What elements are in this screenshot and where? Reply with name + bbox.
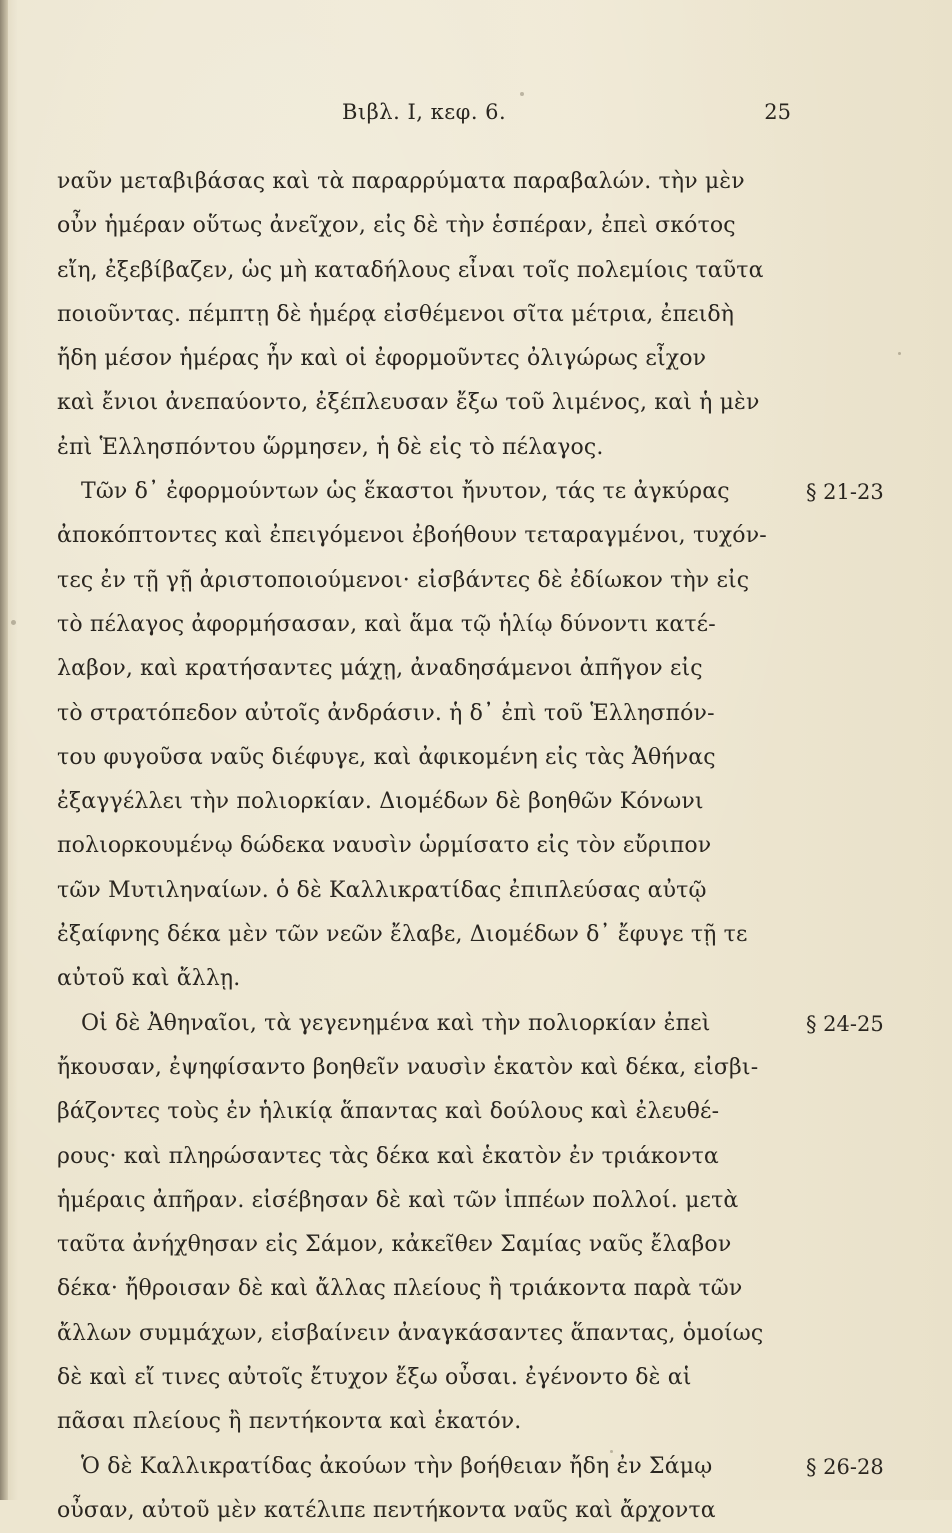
text-line: Τῶν δ᾽ ἐφορμούντων ὡς ἕκαστοι ἤνυτον, τάς τε ἀγκύρας <box>81 479 730 505</box>
text-line: του φυγοῦσα ναῦς διέφυγε, καὶ ἀφικομένη εἰς τὰς Ἀθήνας <box>57 744 716 770</box>
text-line: Οἱ δὲ Ἀθηναῖοι, τὰ γεγενημένα καὶ τὴν πολιορκίαν ἐπεὶ <box>81 1010 711 1036</box>
text-line: ἐξαίφνης δέκα μὲν τῶν νεῶν ἔλαβε, Διομέδων δ᾽ ἔφυγε τῇ τε <box>57 922 748 948</box>
text-line: οὖσαν, αὐτοῦ μὲν κατέλιπε πεντήκοντα ναῦς καὶ ἄρχοντα <box>57 1497 716 1523</box>
section-marker: § 21-23 <box>806 480 884 505</box>
text-line: αὐτοῦ καὶ ἄλλῃ. <box>57 966 241 992</box>
running-head <box>0 100 952 132</box>
text-line: ναῦν μεταβιβάσας καὶ τὰ παραρρύματα παραβαλών. τὴν μὲν <box>57 169 745 194</box>
paper-speck <box>898 352 901 355</box>
body-text <box>57 160 793 1533</box>
text-line: εἴη, ἐξεβίβαζεν, ὡς μὴ καταδήλους εἶναι τοῖς πολεμίοις ταῦτα <box>57 257 764 283</box>
text-line: ἄλλων συμμάχων, εἰσβαίνειν ἀναγκάσαντες ἅπαντας, ὁμοίως <box>57 1320 764 1346</box>
page-number: 25 <box>764 100 791 124</box>
text-line: ἤκουσαν, ἐψηφίσαντο βοηθεῖν ναυσὶν ἑκατὸν καὶ δέκα, εἰσβι- <box>57 1054 759 1080</box>
text-line: δὲ καὶ εἴ τινες αὐτοῖς ἔτυχον ἔξω οὖσαι. ἐγένοντο δὲ αἱ <box>57 1365 692 1391</box>
paper-speck <box>610 1450 613 1453</box>
text-line: λαβον, καὶ κρατήσαντες μάχῃ, ἀναδησάμενοι ἀπῆγον εἰς <box>57 656 703 682</box>
section-marker: § 24-25 <box>806 1011 884 1036</box>
text-line: πολιορκουμένῳ δώδεκα ναυσὶν ὡρμίσατο εἰς τὸν εὔριπον <box>57 833 712 859</box>
paper-speck <box>11 620 16 625</box>
text-line: Ὁ δὲ Καλλικρατίδας ἀκούων τὴν βοήθειαν ἤδη ἐν Σάμῳ <box>81 1453 713 1479</box>
text-line: δέκα· ἤθροισαν δὲ καὶ ἄλλας πλείους ἢ τριάκοντα παρὰ τῶν <box>57 1276 743 1302</box>
text-line: ἀποκόπτοντες καὶ ἐπειγόμενοι ἐβοήθουν τεταραγμένοι, τυχόν- <box>57 523 767 549</box>
text-line: τὸ πέλαγος ἀφορμήσασαν, καὶ ἅμα τῷ ἡλίῳ δύνοντι κατέ- <box>57 611 716 637</box>
running-head-title: Βιβλ. Ι, κεφ. 6. <box>342 100 507 124</box>
paper-speck <box>520 92 524 96</box>
text-line: ἐξαγγέλλει τὴν πολιορκίαν. Διομέδων δὲ βοηθῶν Κόνωνι <box>57 789 704 815</box>
text-line: οὖν ἡμέραν οὕτως ἀνεῖχον, εἰς δὲ τὴν ἑσπέραν, ἐπεὶ σκότος <box>57 213 736 239</box>
text-line: τες ἐν τῇ γῇ ἀριστοποιούμενοι· εἰσβάντες δὲ ἐδίωκον τὴν εἰς <box>57 567 750 593</box>
text-line: ταῦτα ἀνήχθησαν εἰς Σάμον, κἀκεῖθεν Σαμίας ναῦς ἔλαβον <box>57 1232 732 1258</box>
text-line: βάζοντες τοὺς ἐν ἡλικίᾳ ἅπαντας καὶ δούλους καὶ ἐλευθέ- <box>57 1099 720 1125</box>
text-line: ἐπὶ Ἑλλησπόντου ὥρμησεν, ἡ δὲ εἰς τὸ πέλαγος. <box>57 434 604 460</box>
text-line: ρους· καὶ πληρώσαντες τὰς δέκα καὶ ἑκατὸν ἐν τριάκοντα <box>57 1143 719 1169</box>
text-line: τὸ στρατόπεδον αὐτοῖς ἀνδράσιν. ἡ δ᾽ ἐπὶ τοῦ Ἑλλησπόν- <box>57 700 715 726</box>
text-line: ἤδη μέσον ἡμέρας ἦν καὶ οἱ ἐφορμοῦντες ὀλιγώρως εἶχον <box>57 346 707 372</box>
text-line: ποιοῦντας. πέμπτῃ δὲ ἡμέρᾳ εἰσθέμενοι σῖτα μέτρια, ἐπειδὴ <box>57 301 735 327</box>
text-line: τῶν Μυτιληναίων. ὁ δὲ Καλλικρατίδας ἐπιπλεύσας αὐτῷ <box>57 877 707 903</box>
text-line: πᾶσαι πλείους ἢ πεντήκοντα καὶ ἑκατόν. <box>57 1409 522 1435</box>
section-marker: § 26-28 <box>806 1454 884 1479</box>
page-spine-shadow <box>0 0 8 1500</box>
text-line: καὶ ἔνιοι ἀνεπαύοντο, ἐξέπλευσαν ἔξω τοῦ λιμένος, καὶ ἡ μὲν <box>57 390 760 416</box>
text-line: ἡμέραις ἀπῆραν. εἰσέβησαν δὲ καὶ τῶν ἱππέων πολλοί. μετὰ <box>57 1187 739 1213</box>
